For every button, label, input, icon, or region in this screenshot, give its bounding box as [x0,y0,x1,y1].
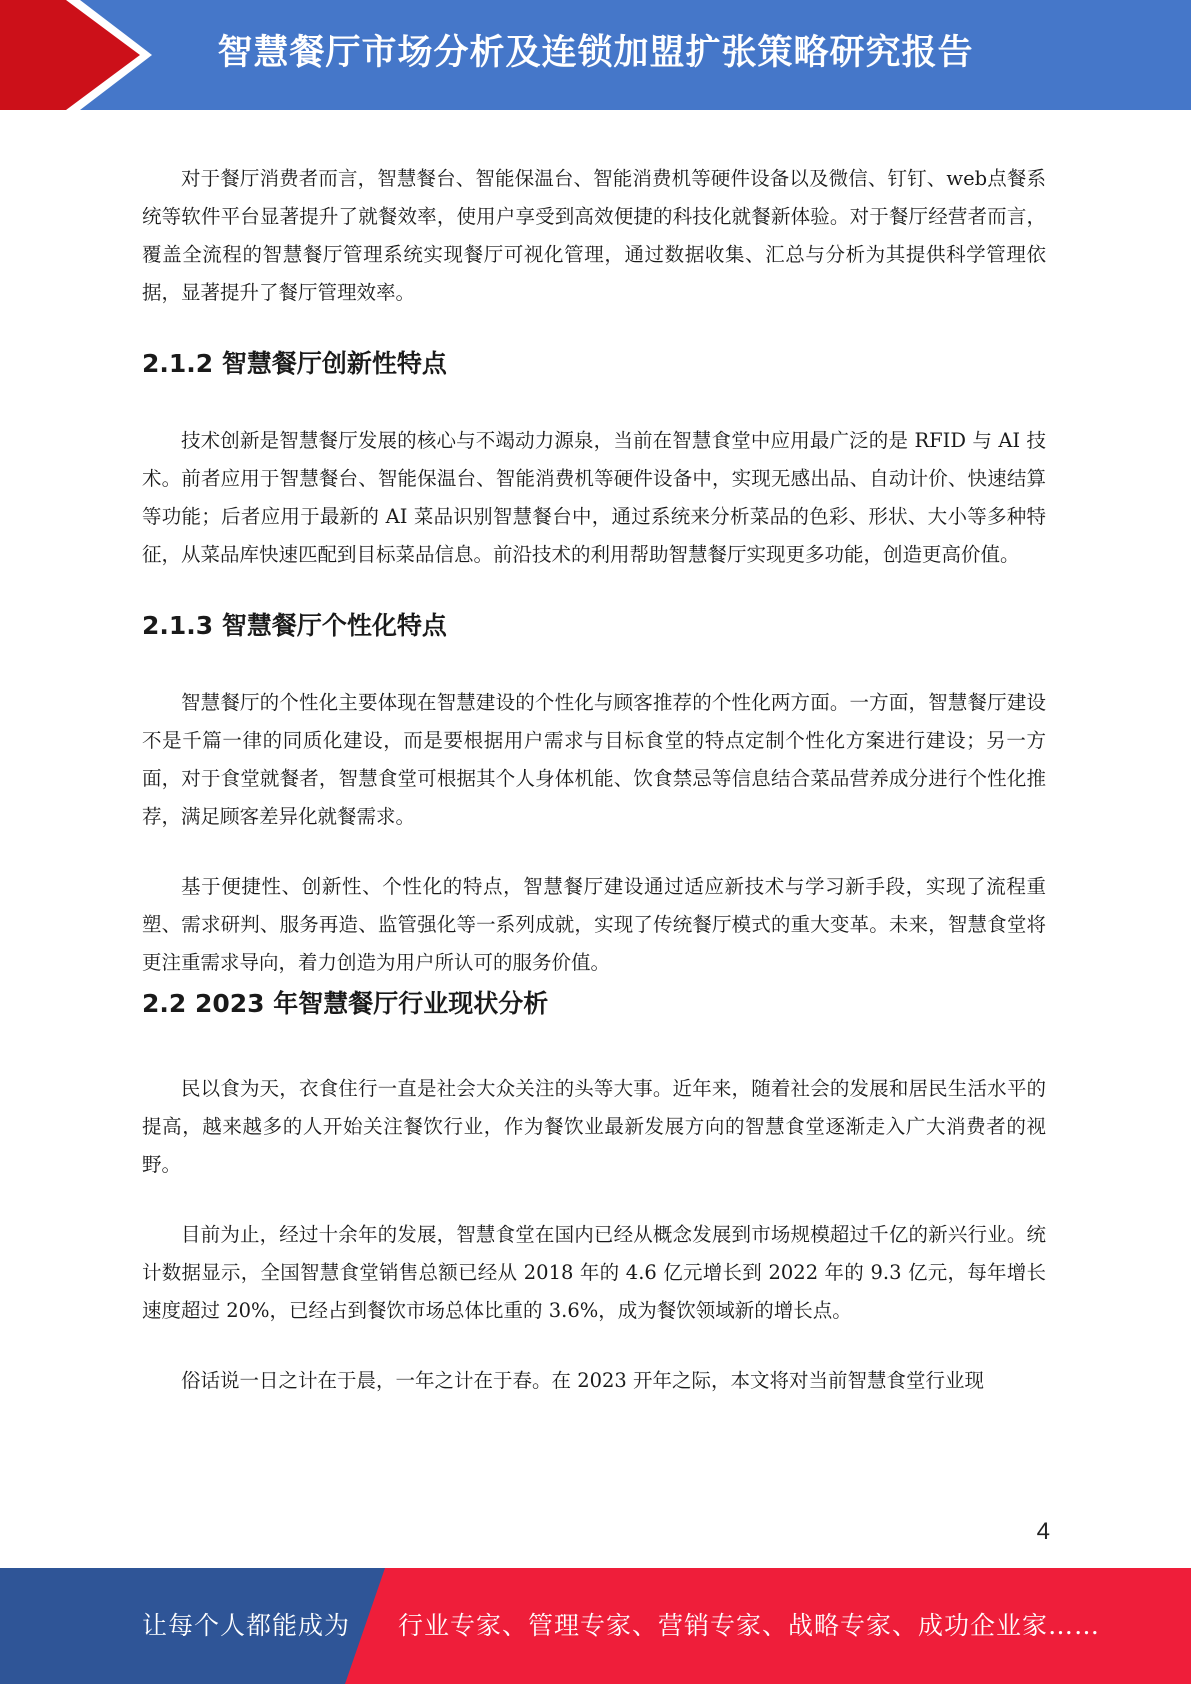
paragraph-summary: 基于便捷性、创新性、个性化的特点，智慧餐厅建设通过适应新技术与学习新手段，实现了流程重塑、需求研判、服务再造、监管强化等一系列成就，实现了传统餐厅模式的重大变革。未来，智慧食堂将更注重需求导向，着力创造为用户所认可的服务价值。 [142,875,1046,974]
document-body [142,160,1046,1400]
page-number: 4 [1036,1518,1050,1545]
paragraph-market-statistics: 目前为止，经过十余年的发展，智慧食堂在国内已经从概念发展到市场规模超过千亿的新兴行业。统计数据显示，全国智慧食堂销售总额已经从 2018 年的 4.6 亿元增长到 2022 年的 9.3 亿元，每年增长速度超过 20%，已经占到餐饮市场总体比重的 3.6%，成为餐饮领域新的增长点。 [142,1223,1046,1322]
section-heading-2-2: 2.2 2023 年智慧餐厅行业现状分析 [142,989,549,1018]
paragraph-innovation: 技术创新是智慧餐厅发展的核心与不竭动力源泉，当前在智慧食堂中应用最广泛的是 RFID 与 AI 技术。前者应用于智慧餐台、智能保温台、智能消费机等硬件设备中，实现无感出品、自动计价、快速结算等功能；后者应用于最新的 AI 菜品识别智慧餐台中，通过系统来分析菜品的色彩、形状、大小等多种特征，从菜品库快速匹配到目标菜品信息。前沿技术的利用帮助智慧餐厅实现更多功能，创造更高价值。 [142,429,1046,566]
footer-slogan-left: 让每个人都能成为 [142,1611,351,1640]
footer-slogan-right: 行业专家、管理专家、营销专家、战略专家、成功企业家…… [398,1611,1101,1640]
section-heading-2-1-3: 2.1.3 智慧餐厅个性化特点 [142,611,447,640]
page-header [0,0,1191,110]
report-title: 智慧餐厅市场分析及连锁加盟扩张策略研究报告 [217,33,974,73]
page-footer [0,1568,1191,1684]
paragraph-personalization: 智慧餐厅的个性化主要体现在智慧建设的个性化与顾客推荐的个性化两方面。一方面，智慧餐厅建设不是千篇一律的同质化建设，而是要根据用户需求与目标食堂的特点定制个性化方案进行建设；另一方面，对于食堂就餐者，智慧食堂可根据其个人身体机能、饮食禁忌等信息结合菜品营养成分进行个性化推荐，满足顾客差异化就餐需求。 [142,691,1046,828]
header-chevron-red [0,0,140,110]
section-heading-2-1-2: 2.1.2 智慧餐厅创新性特点 [142,349,447,378]
paragraph-industry-background: 民以食为天，衣食住行一直是社会大众关注的头等大事。近年来，随着社会的发展和居民生活水平的提高，越来越多的人开始关注餐饮行业，作为餐饮业最新发展方向的智慧食堂逐渐走入广大消费者的视野。 [142,1077,1046,1176]
paragraph-consumer-experience: 对于餐厅消费者而言，智慧餐台、智能保温台、智能消费机等硬件设备以及微信、钉钉、web点餐系统等软件平台显著提升了就餐效率，使用户享受到高效便捷的科技化就餐新体验。对于餐厅经营者而言，覆盖全流程的智慧餐厅管理系统实现餐厅可视化管理，通过数据收集、汇总与分析为其提供科学管理依据，显著提升了餐厅管理效率。 [142,167,1046,304]
paragraph-outlook: 俗话说一日之计在于晨，一年之计在于春。在 2023 开年之际，本文将对当前智慧食堂行业现 [181,1369,985,1392]
